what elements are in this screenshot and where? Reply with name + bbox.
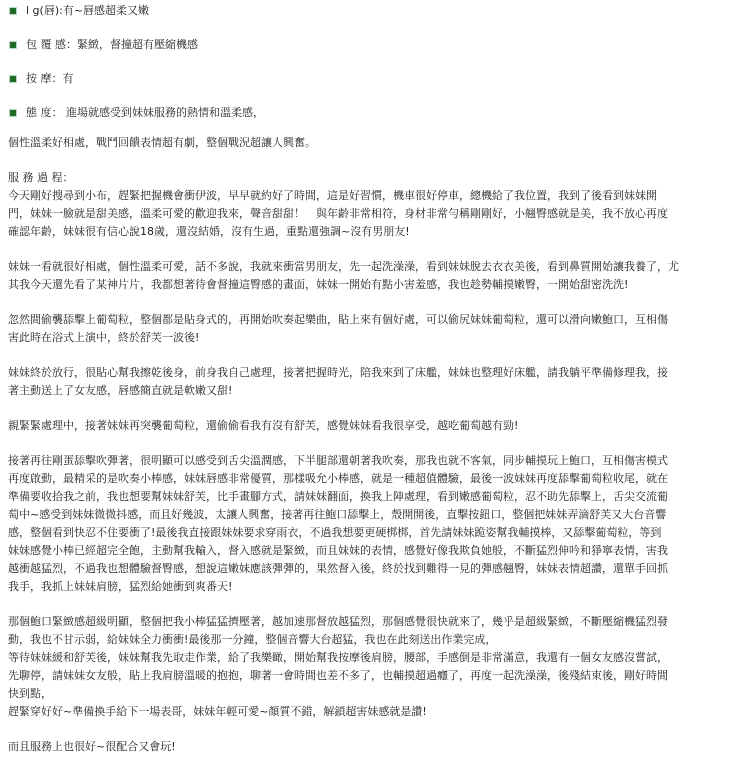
bullet-text: l g(唇):有~唇感超柔又嫩 (26, 4, 150, 17)
paragraph-line: 其我今天還先看了某神片片，我都想著待會督撞這臀感的畫面，妹妹一開始有點小害羞感，我也趁勢輔摸嫩臀，一開始甜密洗洗! (8, 278, 629, 291)
paragraph-line: 親緊緊處理中，接著妹妹再突襲葡萄粒，還偷偷看我有沒有舒芙，感覺妹妹看我很享受，越吃葡萄越有勁! (8, 419, 519, 432)
paragraph-line: 萄中~感受到妹妹微微抖感，而且好幾波，太讓人興奮，接著再往鮑口舔擊上，殼開開後，直擊按鈕口，整個把妹妹弄滴舒芙又大台音響 (8, 508, 667, 521)
paragraph-line: 等待妹妹緩和舒芙後，妹妹幫我先取走作業，給了我樂瞰，開始幫我按摩後肩膀，腰部，手感倒是非常滿意，我還有一個女友感沒嘗試， (8, 651, 668, 664)
paragraph (8, 417, 733, 435)
paragraph (8, 187, 733, 241)
paragraph-line: 先聊停，請妹妹女友般，貼上我肩膀溫暖的抱抱，聊著一會時間也差不多了，也輔摸超過癮了，再度一起洗澡澡，後殘結束後，剛好時間 (8, 669, 668, 682)
paragraph-line: 感，整個看到快忍不住要衝了!最後我直接跟妹妹要求穿雨衣，不過我想要更硬梆梆，首先請妹妹跪姿幫我輔摸棒，又舔擊葡萄粒，等到 (8, 526, 662, 539)
process-heading: 服 務 過 程： (8, 171, 74, 184)
paragraph (8, 258, 733, 294)
paragraph-line: 妹妹終於放行，很貼心幫我擦乾後身，前身我自己處理，接著把握時光，陪我來到了床艦，妹妹也整理好床艦，請我躺平準備修理我，接 (8, 366, 668, 379)
paragraph-line: 今天剛好搜尋到小布，趕緊把握機會衝伊波，早早就約好了時間，這是好習慣，機車很好停車，總機給了我位置，我到了後看到妹妹開 (8, 189, 657, 202)
green-square-bullet-icon (10, 42, 16, 48)
paragraph-line: 妹妹感覺小棒已經超完全飽，主動幫我輸入，督入感就是緊緻，而且妹妹的表情，感覺好像我欺負她般，不斷猛烈伸吟和猙寧表情，害我 (8, 544, 668, 557)
paragraph-line: 確認年齡，妹妹很有信心說18歲，還沒結婚，沒有生過，重點還強調~沒有男朋友! (8, 225, 410, 238)
paragraph (8, 364, 733, 400)
paragraph-line: 門，妹妹一臉就是甜美感，溫柔可愛的歡迎我來，聲音甜甜！ 與年齡非常相符，身材非常勻稱剛剛好，小翹臀感就是美，我不放心再度 (8, 207, 668, 220)
paragraph (8, 311, 733, 347)
green-square-bullet-icon (10, 8, 16, 14)
paragraph-line: 我手，我抓上妹妹肩膀，猛烈給她衝到爽番天! (8, 580, 233, 593)
paragraph-line: 妹妹一看就很好相處，個性溫柔可愛，話不多說，我就來衝當男朋友，先一起洗澡澡，看到妹妹脫去衣衣美後，看到鼻質開始讓我養了，尤 (8, 260, 679, 273)
bullet-attitude (8, 104, 733, 122)
paragraph-line: 快到點， (8, 687, 52, 700)
paragraph-line: 趕緊穿好好~準備換手給下一場表哥，妹妹年輕可愛~顏質不錯，解鎖超害妹感就是讚! (8, 705, 427, 718)
paragraph (8, 613, 733, 721)
bullet-text: 包 覆 感：緊緻，督撞超有壓縮機感 (26, 38, 198, 51)
paragraph (8, 738, 733, 756)
paragraph-line: 接著再往剛蛋舔擊吹彈著，很明顯可以感受到舌尖溫潤感，下半腿部還朝著我吹奏，那我也就不客氣，同步輔摸玩上鮑口，互相傷害模式 (8, 454, 668, 467)
paragraph (8, 452, 733, 596)
paragraph-line: 越衝越猛烈，不過我也想體驗督臀感，想說這嫩妹應該彈彈的，果然督入後，終於找到難得一見的彈感翹臀，妹妹表情超讚，還單手回抓 (8, 562, 668, 575)
paragraph-line: 著主動送上了女友感，唇感簡直就是軟嫩又甜! (8, 384, 233, 397)
paragraph-line: 再度啟動，最精采的是吹奏小棒感，妹妹唇感非常優質，那樣吸允小棒感，就是一種超值體驗，最後一波妹妹再度舔擊葡萄粒收尾，就在 (8, 472, 668, 485)
bullet-lips (8, 2, 733, 20)
paragraph-line: 忽然間偷襲舔擊上葡萄粒，整個都是貼身式的，再開始吹奏起樂曲，貼上來有個好處，可以偷尻妹妹葡萄粒，還可以滑向嫩鮑口，互相傷 (8, 313, 668, 326)
paragraph-line: 準備要收拾我之前，我也想要幫妹妹舒芙，比手畫腳方式，請妹妹翻面，換我上陣處理，看到嫩感葡萄粒，忍不助先舔擊上，舌尖交流葡 (8, 490, 668, 503)
green-square-bullet-icon (10, 76, 16, 82)
paragraph-line: 動，我也不甘示弱，給妹妹全力衝衝!最後那一分鐘，整個音響大台超猛，我也在此刻送出作業完成， (8, 633, 497, 646)
bullet-text: 按 摩：有 (26, 72, 74, 85)
bullet-text: 態 度： 進場就感受到妹妹服務的熱情和溫柔感， (26, 106, 264, 119)
green-square-bullet-icon (10, 110, 16, 116)
bullet-tightness (8, 36, 733, 54)
paragraph-line: 那個鮑口緊緻感超級明顯，整個把我小棒猛猛擠壓著，越加速那督放越猛烈，那個感覺很快就來了，幾乎是超級緊緻，不斷壓縮機猛烈發 (8, 615, 668, 628)
paragraph-line: 害此時在浴式上演中，終於舒芙一波後! (8, 331, 200, 344)
paragraph-line: 而且服務上也很好~很配合又會玩! (8, 740, 176, 753)
intro-text: 個性溫柔好相處，戰鬥回饋表情超有劇，整個戰況超讓人興奮。 (8, 136, 316, 149)
bullet-massage (8, 70, 733, 88)
